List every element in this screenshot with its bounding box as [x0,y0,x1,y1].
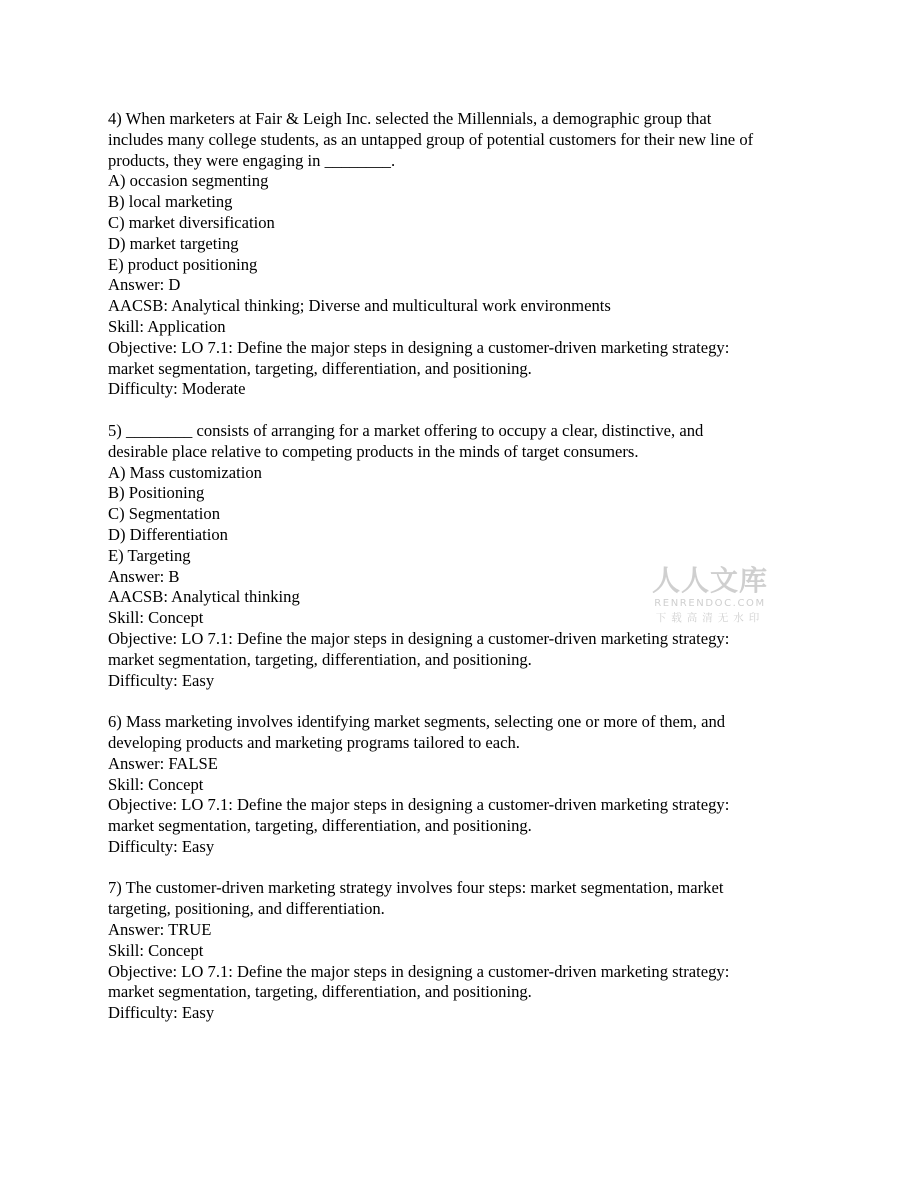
objective-line: Objective: LO 7.1: Define the major steps in designing a customer-driven marketing strategy: [108,628,730,648]
watermark-domain: RENRENDOC.COM [654,598,766,609]
difficulty-line: Difficulty: Easy [108,1003,215,1023]
skill-line: Skill: Concept [108,774,204,794]
question-4 [108,109,828,400]
question-text-line: 5) ________ consists of arranging for a market offering to occupy a clear, distinctive, and [108,420,704,440]
document-page [108,109,828,1045]
option-b: B) local marketing [108,192,233,212]
option-d: D) Differentiation [108,524,228,544]
aacsb-line: AACSB: Analytical thinking; Diverse and multicultural work environments [108,296,611,316]
answer-line: Answer: TRUE [108,920,212,940]
difficulty-line: Difficulty: Moderate [108,379,246,399]
skill-line: Skill: Concept [108,608,204,628]
option-b: B) Positioning [108,483,205,503]
question-5 [108,421,828,691]
objective-line: Objective: LO 7.1: Define the major steps in designing a customer-driven marketing strategy: [108,337,730,357]
question-6 [108,712,828,858]
objective-line: Objective: LO 7.1: Define the major steps in designing a customer-driven marketing strategy: [108,795,730,815]
question-text-line: includes many college students, as an untapped group of potential customers for their new line of [108,129,754,149]
objective-line: market segmentation, targeting, differentiation, and positioning. [108,982,532,1002]
watermark-slogan: 下载高清无水印 [655,612,765,624]
question-text-line: 7) The customer-driven marketing strategy involves four steps: market segmentation, market [108,878,724,898]
option-e: E) product positioning [108,254,258,274]
skill-line: Skill: Concept [108,940,204,960]
objective-line: market segmentation, targeting, differentiation, and positioning. [108,358,532,378]
aacsb-line: AACSB: Analytical thinking [108,587,300,607]
question-text-line: 4) When marketers at Fair & Leigh Inc. selected the Millennials, a demographic group that [108,109,712,128]
option-c: C) market diversification [108,212,275,232]
option-a: A) Mass customization [108,462,262,482]
answer-line: Answer: FALSE [108,753,218,773]
question-text-line: targeting, positioning, and differentiation. [108,899,385,919]
question-text-line: desirable place relative to competing products in the minds of target consumers. [108,441,639,461]
question-text-line: products, they were engaging in ________. [108,150,396,170]
watermark-title: 人人文库 [651,564,768,597]
answer-line: Answer: B [108,566,180,586]
objective-line: market segmentation, targeting, differentiation, and positioning. [108,649,532,669]
skill-line: Skill: Application [108,316,226,336]
objective-line: market segmentation, targeting, differentiation, and positioning. [108,816,532,836]
question-text-line: developing products and marketing programs tailored to each. [108,732,520,752]
difficulty-line: Difficulty: Easy [108,670,215,690]
option-c: C) Segmentation [108,504,220,524]
option-a: A) occasion segmenting [108,171,269,191]
difficulty-line: Difficulty: Easy [108,836,215,856]
option-e: E) Targeting [108,545,191,565]
answer-line: Answer: D [108,275,181,295]
question-text-line: 6) Mass marketing involves identifying market segments, selecting one or more of them, and [108,712,726,732]
objective-line: Objective: LO 7.1: Define the major steps in designing a customer-driven marketing strategy: [108,961,730,981]
question-7 [108,878,828,1024]
option-d: D) market targeting [108,233,239,253]
